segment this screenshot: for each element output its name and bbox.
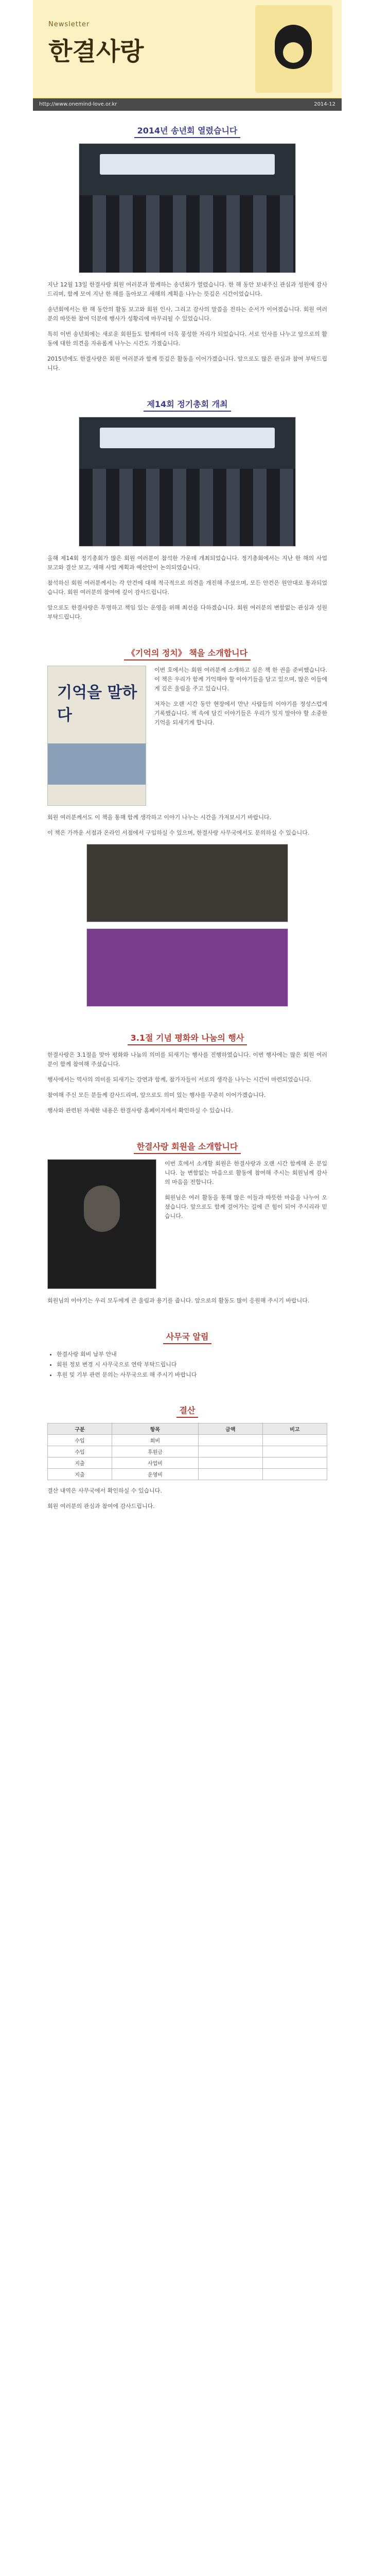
portrait-illustration: [255, 5, 332, 93]
member-photo: [47, 1159, 156, 1289]
section-title: 사무국 알림: [47, 1330, 327, 1342]
brand: [48, 21, 144, 67]
face-graphic: [275, 25, 312, 69]
table-header: 구분: [48, 1423, 112, 1435]
finance-note: 결산 내역은 사무국에서 확인하실 수 있습니다.: [47, 1487, 162, 1494]
book-title: 기억을 말하다: [57, 684, 137, 724]
paragraph: 행사와 관련된 자세한 내용은 한결사랑 홈페이지에서 확인하실 수 있습니다.: [47, 1107, 233, 1114]
group-photo: [79, 143, 296, 273]
paragraph: 송년회에서는 한 해 동안의 활동 보고와 회원 인사, 그리고 감사의 말씀을 전하는 순서가 이어졌습니다. 회원 여러분의 따뜻한 참여 덕분에 행사가 성황리에 마무리될 수 있었습니다.: [47, 306, 327, 322]
list-item: • 한결사랑 회비 납부 안내: [57, 1349, 327, 1360]
section-year-end: [33, 111, 342, 384]
event-photo: [86, 844, 288, 922]
list-item: • 회원 정보 변경 시 사무국으로 연락 부탁드립니다: [57, 1360, 327, 1370]
issue-info: 2014-12: [314, 101, 335, 107]
info-bar: [33, 98, 342, 111]
paragraph: 참여해 주신 모든 분들께 감사드리며, 앞으로도 의미 있는 행사를 꾸준히 이어가겠습니다.: [47, 1092, 266, 1098]
paragraph: 저자는 오랜 시간 동안 현장에서 만난 사람들의 이야기를 정성스럽게 기록했습니다. 책 속에 담긴 이야기들은 우리가 잊지 말아야 할 소중한 기억을 되새기게 합니다.: [154, 701, 327, 726]
section-title: 3.1절 기념 평화와 나눔의 행사: [47, 1031, 327, 1043]
member-profile: [47, 1159, 327, 1289]
section-book: [33, 633, 342, 1018]
table-row: 지출 사업비: [48, 1458, 327, 1469]
section-title: 2014년 송년회 열렸습니다: [47, 124, 327, 136]
newsletter: [33, 0, 342, 2576]
meeting-photo: [79, 417, 296, 547]
table-row: 수입 회비: [48, 1435, 327, 1446]
paragraph: 회원 여러분께서도 이 책을 통해 함께 생각하고 이야기 나누는 시간을 가져보시기 바랍니다.: [47, 814, 272, 821]
finance-table: [47, 1423, 327, 1480]
header: [33, 0, 342, 98]
gift-photo: [86, 928, 288, 1007]
table-header: 항목: [112, 1423, 199, 1435]
paragraph: 2015년에도 한결사랑은 회원 여러분과 함께 뜻깊은 활동을 이어가겠습니다. 앞으로도 많은 관심과 참여 부탁드립니다.: [47, 355, 327, 371]
section-member: [33, 1127, 342, 1317]
list-item: • 후원 및 기부 관련 문의는 사무국으로 해 주시기 바랍니다: [57, 1370, 327, 1380]
section-finance: [33, 1391, 342, 1522]
paragraph: 앞으로도 한결사랑은 투명하고 책임 있는 운영을 위해 최선을 다하겠습니다. 회원 여러분의 변함없는 관심과 성원 부탁드립니다.: [47, 604, 327, 620]
site-link[interactable]: http://www.onemind-love.or.kr: [39, 101, 117, 107]
section-event: [33, 1018, 342, 1127]
paragraph: 지난 12월 13일 한결사랑 회원 여러분과 함께하는 송년회가 열렸습니다. 한 해 동안 보내주신 관심과 성원에 감사드리며, 함께 모여 지난 한 해를 돌아보고 새해의 계획을 나누는 뜻깊은 시간이었습니다.: [47, 281, 327, 297]
header-subtitle: Newsletter: [48, 21, 90, 28]
table-header: 금액: [198, 1423, 262, 1435]
paragraph: 올해 제14회 정기총회가 많은 회원 여러분이 참석한 가운데 개최되었습니다. 정기총회에서는 지난 한 해의 사업 보고와 결산 보고, 새해 사업 계획과 예산안이 논의되었습니다.: [47, 555, 327, 571]
paragraph: 행사에서는 역사의 의미를 되새기는 강연과 함께, 참가자들이 서로의 생각을 나누는 시간이 마련되었습니다.: [47, 1076, 311, 1083]
finance-note: 회원 여러분의 관심과 참여에 감사드립니다.: [47, 1503, 155, 1510]
newsletter-title: 한결사랑: [48, 37, 144, 66]
paragraph: 회원님은 여러 활동을 통해 많은 이들과 따뜻한 마음을 나누어 오셨습니다. 앞으로도 함께 걸어가는 길에 큰 힘이 되어 주시리라 믿습니다.: [165, 1194, 327, 1219]
paragraph: 회원님의 이야기는 우리 모두에게 큰 울림과 용기를 줍니다. 앞으로의 활동도 많이 응원해 주시기 바랍니다.: [47, 1297, 310, 1304]
member-text: [165, 1159, 327, 1289]
book-row: [47, 666, 327, 806]
table-header: 비고: [262, 1423, 327, 1435]
paragraph: 한결사랑은 3.1절을 맞아 평화와 나눔의 의미를 되새기는 행사를 진행하였습니다. 이번 행사에는 많은 회원 여러분이 함께 참여해 주셨습니다.: [47, 1052, 327, 1067]
paragraph: 참석하신 회원 여러분께서는 각 안건에 대해 적극적으로 의견을 개진해 주셨으며, 모든 안건은 원안대로 통과되었습니다. 회원 여러분의 참여에 깊이 감사드립니다.: [47, 580, 327, 596]
section-title: 《기억의 정치》 책을 소개합니다: [47, 647, 327, 658]
table-row: 지출 운영비: [48, 1469, 327, 1480]
section-title: 한결사랑 회원을 소개합니다: [47, 1140, 327, 1152]
notice-list: [47, 1349, 327, 1380]
paragraph: 이 책은 가까운 서점과 온라인 서점에서 구입하실 수 있으며, 한결사랑 사무국에서도 문의하실 수 있습니다.: [47, 829, 310, 836]
paragraph: 이번 호에서는 회원 여러분께 소개하고 싶은 책 한 권을 준비했습니다. 이 책은 우리가 함께 기억해야 할 이야기들을 담고 있으며, 많은 이들에게 깊은 울림을 주고 있습니다.: [154, 667, 327, 692]
section-title: 제14회 정기총회 개최: [47, 398, 327, 410]
paragraph: 특히 이번 송년회에는 새로운 회원들도 함께하여 더욱 풍성한 자리가 되었습니다. 서로 인사를 나누고 앞으로의 활동에 대한 의견을 자유롭게 나누는 시간도 가졌습니다.: [47, 331, 327, 347]
section-notice: [33, 1317, 342, 1391]
section-title: 결산: [47, 1404, 327, 1416]
section-general-meeting: [33, 384, 342, 633]
paragraph: 이번 호에서 소개할 회원은 한결사랑과 오랜 시간 함께해 온 분입니다. 늘 변함없는 마음으로 활동에 참여해 주시는 회원님께 감사의 마음을 전합니다.: [165, 1160, 327, 1185]
book-text: [154, 666, 327, 806]
book-cover: [47, 666, 146, 806]
table-row: 수입 후원금: [48, 1446, 327, 1458]
